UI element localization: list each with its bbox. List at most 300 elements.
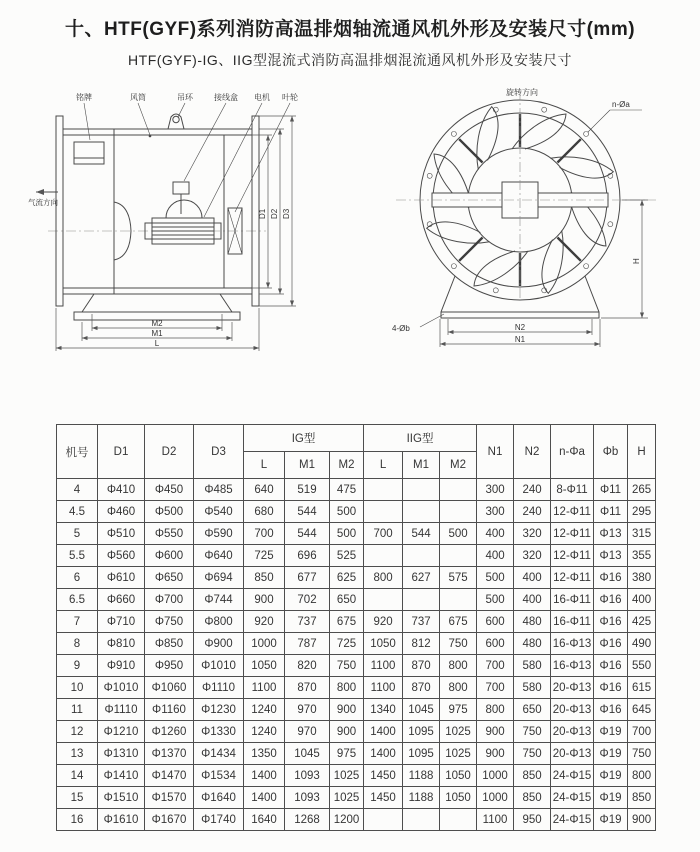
table-cell <box>440 589 477 611</box>
table-cell: 475 <box>330 479 364 501</box>
table-cell: 20-Φ13 <box>551 721 594 743</box>
table-cell: 700 <box>364 523 403 545</box>
table-cell: 20-Φ13 <box>551 699 594 721</box>
table-cell: 750 <box>330 655 364 677</box>
table-cell: 400 <box>477 545 514 567</box>
table-row <box>57 765 656 787</box>
table-cell: Φ700 <box>145 589 194 611</box>
table-cell: 700 <box>628 721 656 743</box>
table-cell <box>440 545 477 567</box>
spec-table-body <box>57 479 656 831</box>
col-header-ig-m2: M2 <box>330 452 364 479</box>
table-cell: 1240 <box>244 699 285 721</box>
flange-hole-label: n-Øa <box>612 100 630 109</box>
table-cell: Φ1610 <box>98 809 145 831</box>
table-cell: 1000 <box>477 787 514 809</box>
dim-n1: N1 <box>514 335 526 344</box>
table-cell: Φ1570 <box>145 787 194 809</box>
table-cell: 7 <box>57 611 98 633</box>
table-cell: 975 <box>440 699 477 721</box>
table-cell: 737 <box>403 611 440 633</box>
table-row <box>57 633 656 655</box>
base-dimensions <box>440 319 600 347</box>
table-cell: 600 <box>477 611 514 633</box>
table-cell: 1045 <box>403 699 440 721</box>
label-nameplate: 铭牌 <box>76 93 92 102</box>
table-cell: Φ19 <box>594 787 628 809</box>
table-cell: 1640 <box>244 809 285 831</box>
table-cell: Φ1740 <box>194 809 244 831</box>
table-cell: 1400 <box>244 787 285 809</box>
col-group-ig: IG型 <box>244 425 364 452</box>
table-cell: Φ1410 <box>98 765 145 787</box>
lifting-ring <box>168 114 184 129</box>
table-cell: 519 <box>285 479 330 501</box>
col-group-iig: IIG型 <box>364 425 477 452</box>
table-cell: 675 <box>330 611 364 633</box>
table-cell: 1100 <box>244 677 285 699</box>
table-row <box>57 589 656 611</box>
table-cell: 1268 <box>285 809 330 831</box>
table-cell: Φ750 <box>145 611 194 633</box>
table-cell: Φ900 <box>194 633 244 655</box>
dim-m2: M2 <box>151 319 163 328</box>
table-cell: 800 <box>628 765 656 787</box>
table-row <box>57 567 656 589</box>
table-cell: 970 <box>285 721 330 743</box>
table-cell: 20-Φ13 <box>551 743 594 765</box>
col-header-n-phi-a: n-Φa <box>551 425 594 479</box>
table-cell: 544 <box>285 523 330 545</box>
table-cell: 295 <box>628 501 656 523</box>
table-cell: 580 <box>514 655 551 677</box>
table-cell <box>364 501 403 523</box>
table-cell: 500 <box>440 523 477 545</box>
table-cell: 700 <box>477 655 514 677</box>
table-cell: 1100 <box>364 655 403 677</box>
table-cell: Φ810 <box>98 633 145 655</box>
label-lifting-ring: 吊环 <box>177 93 193 102</box>
table-cell: 725 <box>244 545 285 567</box>
table-cell: Φ13 <box>594 523 628 545</box>
table-cell: Φ19 <box>594 721 628 743</box>
table-cell: 13 <box>57 743 98 765</box>
col-header-h: H <box>628 425 656 479</box>
table-cell: 1000 <box>477 765 514 787</box>
table-cell: 870 <box>285 677 330 699</box>
table-cell: 680 <box>244 501 285 523</box>
col-header-d1: D1 <box>98 425 145 479</box>
table-cell: 1350 <box>244 743 285 765</box>
table-cell: Φ16 <box>594 655 628 677</box>
dim-l: L <box>154 339 160 348</box>
label-motor: 电机 <box>254 93 270 102</box>
table-cell: 787 <box>285 633 330 655</box>
table-cell: Φ450 <box>145 479 194 501</box>
table-cell: 812 <box>403 633 440 655</box>
spec-table <box>56 424 656 831</box>
table-cell: 24-Φ15 <box>551 765 594 787</box>
table-cell: 15 <box>57 787 98 809</box>
table-cell: 625 <box>330 567 364 589</box>
table-row <box>57 545 656 567</box>
table-cell: Φ1470 <box>145 765 194 787</box>
table-cell: 5 <box>57 523 98 545</box>
table-cell <box>440 479 477 501</box>
table-cell: 900 <box>244 589 285 611</box>
table-cell: 9 <box>57 655 98 677</box>
table-cell: 480 <box>514 611 551 633</box>
table-cell: Φ19 <box>594 743 628 765</box>
table-cell: 600 <box>477 633 514 655</box>
table-cell: Φ1310 <box>98 743 145 765</box>
col-header-d3: D3 <box>194 425 244 479</box>
table-cell: 1025 <box>440 743 477 765</box>
airflow-label: 气流方向 <box>28 198 58 207</box>
table-cell: 820 <box>285 655 330 677</box>
col-header-d2: D2 <box>145 425 194 479</box>
table-cell: 1050 <box>364 633 403 655</box>
table-cell: Φ11 <box>594 479 628 501</box>
height-dimension <box>601 200 648 318</box>
table-cell: 696 <box>285 545 330 567</box>
table-cell: 900 <box>330 721 364 743</box>
table-cell <box>440 501 477 523</box>
table-cell: 1188 <box>403 765 440 787</box>
table-cell <box>364 545 403 567</box>
drawings-area <box>0 86 700 372</box>
table-cell <box>403 809 440 831</box>
table-cell: 800 <box>477 699 514 721</box>
table-cell: 550 <box>628 655 656 677</box>
table-cell: 265 <box>628 479 656 501</box>
table-cell: 920 <box>244 611 285 633</box>
dim-d1: D1 <box>258 208 267 219</box>
table-cell: 1093 <box>285 765 330 787</box>
table-cell: 14 <box>57 765 98 787</box>
table-cell: 320 <box>514 523 551 545</box>
table-cell: Φ660 <box>98 589 145 611</box>
table-cell: 1450 <box>364 787 403 809</box>
table-cell: Φ600 <box>145 545 194 567</box>
rotation-direction-label: 旋转方向 <box>506 88 538 97</box>
table-cell: 1340 <box>364 699 403 721</box>
table-row <box>57 523 656 545</box>
hub-dome <box>166 200 202 218</box>
table-cell: Φ1110 <box>194 677 244 699</box>
table-cell: Φ1060 <box>145 677 194 699</box>
table-cell: 1050 <box>244 655 285 677</box>
table-cell: Φ1434 <box>194 743 244 765</box>
table-cell: Φ950 <box>145 655 194 677</box>
table-cell: 580 <box>514 677 551 699</box>
table-cell: 12 <box>57 721 98 743</box>
table-row <box>57 787 656 809</box>
table-cell: 525 <box>330 545 364 567</box>
col-header-iig-m2: M2 <box>440 452 477 479</box>
table-cell: Φ744 <box>194 589 244 611</box>
inlet-flange <box>56 116 63 306</box>
table-cell: 1188 <box>403 787 440 809</box>
table-cell: 400 <box>514 589 551 611</box>
table-cell: 900 <box>477 743 514 765</box>
table-cell: 800 <box>364 567 403 589</box>
side-view-part-labels <box>76 92 298 217</box>
table-cell: 4 <box>57 479 98 501</box>
table-cell <box>440 809 477 831</box>
table-cell: 16-Φ13 <box>551 655 594 677</box>
table-cell: 500 <box>330 501 364 523</box>
table-cell: Φ16 <box>594 677 628 699</box>
table-cell: 870 <box>403 677 440 699</box>
table-cell: 850 <box>514 765 551 787</box>
table-cell: 16 <box>57 809 98 831</box>
foot-hole-label: 4-Øb <box>392 324 410 333</box>
table-cell: 677 <box>285 567 330 589</box>
table-cell: Φ16 <box>594 611 628 633</box>
table-cell: Φ1370 <box>145 743 194 765</box>
table-cell: Φ710 <box>98 611 145 633</box>
table-cell <box>364 809 403 831</box>
table-cell: 480 <box>514 633 551 655</box>
table-cell: 1095 <box>403 743 440 765</box>
table-cell: Φ1210 <box>98 721 145 743</box>
table-cell: 675 <box>440 611 477 633</box>
table-row <box>57 501 656 523</box>
table-cell: 640 <box>244 479 285 501</box>
table-cell: 24-Φ15 <box>551 809 594 831</box>
front-view-drawing <box>388 86 688 366</box>
table-cell: 16-Φ13 <box>551 633 594 655</box>
table-cell: 400 <box>514 567 551 589</box>
table-cell: Φ1010 <box>194 655 244 677</box>
side-view-drawing <box>26 86 356 366</box>
table-cell: Φ560 <box>98 545 145 567</box>
table-cell: Φ16 <box>594 633 628 655</box>
table-cell: 500 <box>477 589 514 611</box>
table-cell: 240 <box>514 479 551 501</box>
table-cell: Φ1510 <box>98 787 145 809</box>
table-cell: 12-Φ11 <box>551 523 594 545</box>
table-row <box>57 655 656 677</box>
table-cell: 1400 <box>244 765 285 787</box>
col-header-ig-l: L <box>244 452 285 479</box>
table-cell: Φ590 <box>194 523 244 545</box>
table-cell <box>403 501 440 523</box>
table-cell: 400 <box>628 589 656 611</box>
dim-d2: D2 <box>270 208 279 219</box>
label-impeller: 叶轮 <box>282 93 298 102</box>
table-cell: Φ16 <box>594 699 628 721</box>
label-duct: 风筒 <box>130 93 146 102</box>
table-cell: 750 <box>628 743 656 765</box>
table-cell: Φ1330 <box>194 721 244 743</box>
table-cell: 355 <box>628 545 656 567</box>
table-cell: 12-Φ11 <box>551 501 594 523</box>
table-cell: 800 <box>440 677 477 699</box>
col-header-n2: N2 <box>514 425 551 479</box>
table-cell: 1025 <box>330 765 364 787</box>
table-cell: Φ1110 <box>98 699 145 721</box>
table-cell: 1025 <box>330 787 364 809</box>
table-cell: 4.5 <box>57 501 98 523</box>
table-cell: 5.5 <box>57 545 98 567</box>
table-cell: 750 <box>514 743 551 765</box>
table-cell: Φ19 <box>594 765 628 787</box>
table-cell: 16-Φ11 <box>551 589 594 611</box>
table-cell: 750 <box>440 633 477 655</box>
table-cell: 320 <box>514 545 551 567</box>
mounting-base <box>74 294 240 320</box>
table-cell: 950 <box>514 809 551 831</box>
table-cell: 380 <box>628 567 656 589</box>
table-cell: 1240 <box>244 721 285 743</box>
table-cell: Φ500 <box>145 501 194 523</box>
table-cell: 1000 <box>244 633 285 655</box>
fan-casing <box>56 116 259 306</box>
table-cell: Φ16 <box>594 589 628 611</box>
table-cell: 1025 <box>440 721 477 743</box>
table-row <box>57 721 656 743</box>
table-row <box>57 479 656 501</box>
table-cell: 645 <box>628 699 656 721</box>
junction-box <box>173 182 189 214</box>
col-header-iig-l: L <box>364 452 403 479</box>
table-cell <box>403 545 440 567</box>
table-cell: 725 <box>330 633 364 655</box>
table-cell: 6.5 <box>57 589 98 611</box>
table-cell: 1045 <box>285 743 330 765</box>
spec-table-header <box>57 425 656 479</box>
page-title: 十、HTF(GYF)系列消防高温排烟轴流通风机外形及安装尺寸(mm) <box>64 19 636 40</box>
table-cell: 1100 <box>477 809 514 831</box>
table-cell: Φ694 <box>194 567 244 589</box>
table-cell: 970 <box>285 699 330 721</box>
col-header-n1: N1 <box>477 425 514 479</box>
table-cell: 1400 <box>364 743 403 765</box>
table-cell: 240 <box>514 501 551 523</box>
dim-n2: N2 <box>514 323 526 332</box>
table-cell: 900 <box>330 699 364 721</box>
table-cell: Φ19 <box>594 809 628 831</box>
table-cell: 650 <box>330 589 364 611</box>
table-cell: 650 <box>514 699 551 721</box>
table-cell: 500 <box>330 523 364 545</box>
table-cell: Φ1160 <box>145 699 194 721</box>
table-cell: 8-Φ11 <box>551 479 594 501</box>
col-header-phi-b: Φb <box>594 425 628 479</box>
table-row <box>57 611 656 633</box>
table-cell: Φ11 <box>594 501 628 523</box>
table-cell <box>364 589 403 611</box>
table-cell: 1400 <box>364 721 403 743</box>
table-cell: Φ1230 <box>194 699 244 721</box>
table-cell: Φ650 <box>145 567 194 589</box>
table-cell <box>364 479 403 501</box>
table-cell: 800 <box>440 655 477 677</box>
table-cell: 12-Φ11 <box>551 545 594 567</box>
col-header-machine-no: 机号 <box>57 425 98 479</box>
table-cell: 700 <box>477 677 514 699</box>
airflow-direction <box>28 192 58 207</box>
table-cell: Φ1260 <box>145 721 194 743</box>
table-cell: Φ16 <box>594 567 628 589</box>
dim-d3: D3 <box>282 208 291 219</box>
table-row <box>57 743 656 765</box>
table-cell: 1200 <box>330 809 364 831</box>
table-cell: 615 <box>628 677 656 699</box>
table-cell: 11 <box>57 699 98 721</box>
table-cell: 700 <box>244 523 285 545</box>
table-cell: 1095 <box>403 721 440 743</box>
table-cell: 975 <box>330 743 364 765</box>
table-cell: 900 <box>477 721 514 743</box>
table-cell: 737 <box>285 611 330 633</box>
table-cell: 1093 <box>285 787 330 809</box>
table-cell: 1450 <box>364 765 403 787</box>
table-cell: 544 <box>285 501 330 523</box>
table-cell: 702 <box>285 589 330 611</box>
table-row <box>57 809 656 831</box>
table-cell: 850 <box>628 787 656 809</box>
table-cell <box>403 479 440 501</box>
table-cell: Φ550 <box>145 523 194 545</box>
table-cell: 490 <box>628 633 656 655</box>
table-row <box>57 699 656 721</box>
table-cell: 300 <box>477 501 514 523</box>
table-cell: Φ410 <box>98 479 145 501</box>
table-cell: 544 <box>403 523 440 545</box>
table-cell: Φ13 <box>594 545 628 567</box>
col-header-ig-m1: M1 <box>285 452 330 479</box>
table-cell: 300 <box>477 479 514 501</box>
table-cell: 920 <box>364 611 403 633</box>
table-cell <box>403 589 440 611</box>
table-cell: Φ640 <box>194 545 244 567</box>
table-cell: 10 <box>57 677 98 699</box>
table-cell: Φ460 <box>98 501 145 523</box>
table-cell: 16-Φ11 <box>551 611 594 633</box>
table-cell: Φ1640 <box>194 787 244 809</box>
nameplate <box>74 142 104 164</box>
table-cell: 500 <box>477 567 514 589</box>
label-junction-box: 接线盒 <box>214 93 238 102</box>
table-cell: Φ1010 <box>98 677 145 699</box>
col-header-iig-m1: M1 <box>403 452 440 479</box>
table-cell: 850 <box>244 567 285 589</box>
table-cell: 24-Φ15 <box>551 787 594 809</box>
table-cell: 800 <box>330 677 364 699</box>
table-cell: 900 <box>628 809 656 831</box>
table-cell: 1100 <box>364 677 403 699</box>
table-cell: 315 <box>628 523 656 545</box>
table-cell: 8 <box>57 633 98 655</box>
table-row <box>57 677 656 699</box>
table-cell: 6 <box>57 567 98 589</box>
table-cell: Φ1534 <box>194 765 244 787</box>
table-cell: Φ850 <box>145 633 194 655</box>
dim-h: H <box>632 258 641 264</box>
table-cell: Φ485 <box>194 479 244 501</box>
table-cell: 1050 <box>440 787 477 809</box>
table-cell: 425 <box>628 611 656 633</box>
table-cell: Φ610 <box>98 567 145 589</box>
table-cell: 400 <box>477 523 514 545</box>
table-cell: 20-Φ13 <box>551 677 594 699</box>
length-dimensions <box>56 308 259 351</box>
table-cell: 1050 <box>440 765 477 787</box>
table-cell: Φ510 <box>98 523 145 545</box>
